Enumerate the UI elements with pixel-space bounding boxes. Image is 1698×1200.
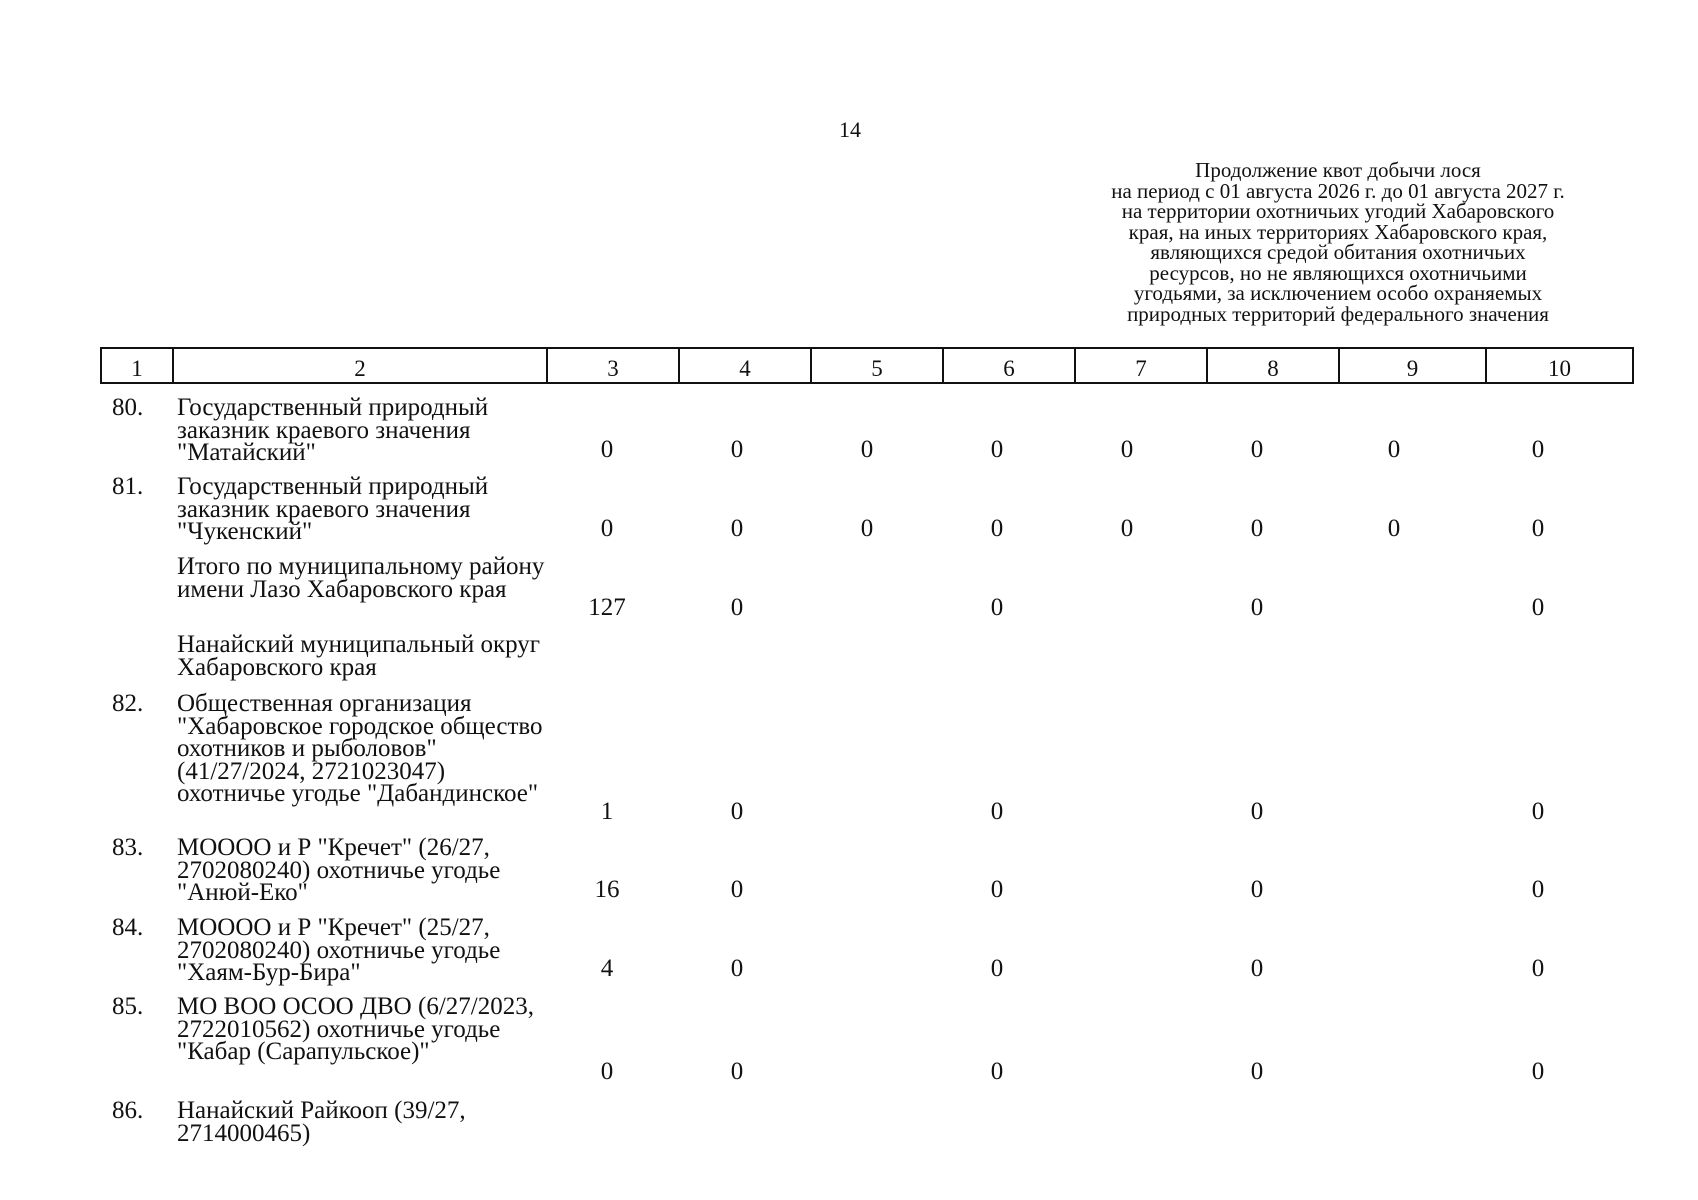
caption-line: угодьями, за исключением особо охраняемых (1133, 281, 1543, 305)
column-header-8: 8 (1207, 348, 1339, 383)
column-header-1: 1 (101, 348, 173, 383)
row-value-col-7: 0 (1120, 515, 1134, 542)
row-number: 83. (112, 834, 144, 861)
row-name: МОООО и Р "Кречет" (26/27, 2702080240) охотничье угодье "Анюй-Еко" (177, 834, 501, 906)
row-value-col-10: 0 (1531, 798, 1545, 825)
row-value-col-8: 0 (1250, 594, 1264, 621)
caption-line: Продолжение квот добычи лося (1195, 158, 1481, 182)
row-value-col-8: 0 (1250, 955, 1264, 982)
caption-line: края, на иных территориях Хабаровского края, (1128, 219, 1548, 244)
caption-line: на период с 01 августа 2026 г. до 01 августа 2027 г. (1111, 178, 1565, 203)
header-row (101, 348, 1633, 383)
row-value-col-10: 0 (1531, 955, 1545, 982)
row-value-col-8: 0 (1250, 798, 1264, 825)
row-value-col-6: 0 (990, 876, 1004, 903)
column-header-3: 3 (547, 348, 679, 383)
row-value-col-3: 0 (600, 1058, 614, 1085)
page-number: 14 (839, 117, 861, 142)
row-name: Нанайский Райкооп (39/27, 2714000465) (177, 1097, 466, 1147)
row-value-col-4: 0 (730, 876, 744, 903)
row-number: 82. (112, 690, 144, 717)
row-number: 80. (112, 394, 144, 421)
row-value-col-7: 0 (1120, 436, 1134, 463)
caption-line: на территории охотничьих угодий Хабаровского (1121, 199, 1555, 223)
caption-line: ресурсов, но не являющихся охотничьими (1149, 260, 1527, 285)
column-header-9: 9 (1339, 348, 1486, 383)
row-value-col-6: 0 (990, 955, 1004, 982)
row-value-col-8: 0 (1250, 515, 1264, 542)
row-number: 86. (112, 1097, 144, 1124)
row-value-col-5: 0 (860, 515, 874, 542)
row-number: 84. (112, 914, 144, 941)
column-header-10: 10 (1486, 348, 1633, 383)
row-value-col-4: 0 (730, 1058, 744, 1085)
row-name: МОООО и Р "Кречет" (25/27, 2702080240) охотничье угодье "Хаям-Бур-Бира" (177, 914, 501, 986)
caption-line: природных территорий федерального значения (1127, 301, 1549, 326)
row-value-col-6: 0 (990, 1058, 1004, 1085)
row-number: 81. (112, 473, 144, 500)
row-value-col-4: 0 (730, 515, 744, 542)
column-number-header (100, 347, 1634, 384)
row-value-col-8: 0 (1250, 436, 1264, 463)
table-caption (1058, 160, 1618, 324)
row-value-col-3: 16 (594, 876, 620, 903)
row-value-col-4: 0 (730, 436, 744, 463)
row-value-col-10: 0 (1531, 594, 1545, 621)
row-name: Нанайский муниципальный округ Хабаровского края (177, 631, 541, 681)
row-value-col-9: 0 (1387, 515, 1401, 542)
row-value-col-4: 0 (730, 798, 744, 825)
column-header-4: 4 (679, 348, 811, 383)
row-name: МО ВОО ОСОО ДВО (6/27/2023, 2722010562) охотничье угодье "Кабар (Сарапульское)" (177, 993, 534, 1065)
row-name: Итого по муниципальному району имени Лазо Хабаровского края (177, 553, 545, 603)
row-value-col-10: 0 (1531, 515, 1545, 542)
row-value-col-10: 0 (1531, 436, 1545, 463)
row-value-col-3: 1 (600, 798, 614, 825)
row-value-col-4: 0 (730, 594, 744, 621)
row-value-col-10: 0 (1531, 1058, 1545, 1085)
row-value-col-3: 127 (588, 594, 626, 621)
row-value-col-4: 0 (730, 955, 744, 982)
row-value-col-3: 0 (600, 515, 614, 542)
row-value-col-6: 0 (990, 594, 1004, 621)
column-header-5: 5 (811, 348, 943, 383)
row-value-col-8: 0 (1250, 876, 1264, 903)
row-value-col-8: 0 (1250, 1058, 1264, 1085)
row-value-col-5: 0 (860, 436, 874, 463)
row-value-col-6: 0 (990, 798, 1004, 825)
row-name: Государственный природный заказник краевого значения "Матайский" (177, 394, 489, 466)
row-value-col-3: 4 (600, 955, 614, 982)
row-value-col-9: 0 (1387, 436, 1401, 463)
row-number: 85. (112, 993, 144, 1020)
column-header-2: 2 (173, 348, 547, 383)
row-name: Общественная организация "Хабаровское городское общество охотников и рыболовов" (41/27/2024, 2721023047) охотничье угодье "Дабандинское" (177, 690, 543, 807)
row-value-col-6: 0 (990, 515, 1004, 542)
caption-line: являющихся средой обитания охотничьих (1150, 240, 1526, 264)
row-value-col-3: 0 (600, 436, 614, 463)
column-header-6: 6 (943, 348, 1075, 383)
column-header-7: 7 (1075, 348, 1207, 383)
row-value-col-10: 0 (1531, 876, 1545, 903)
row-name: Государственный природный заказник краевого значения "Чукенский" (177, 473, 489, 545)
row-value-col-6: 0 (990, 436, 1004, 463)
